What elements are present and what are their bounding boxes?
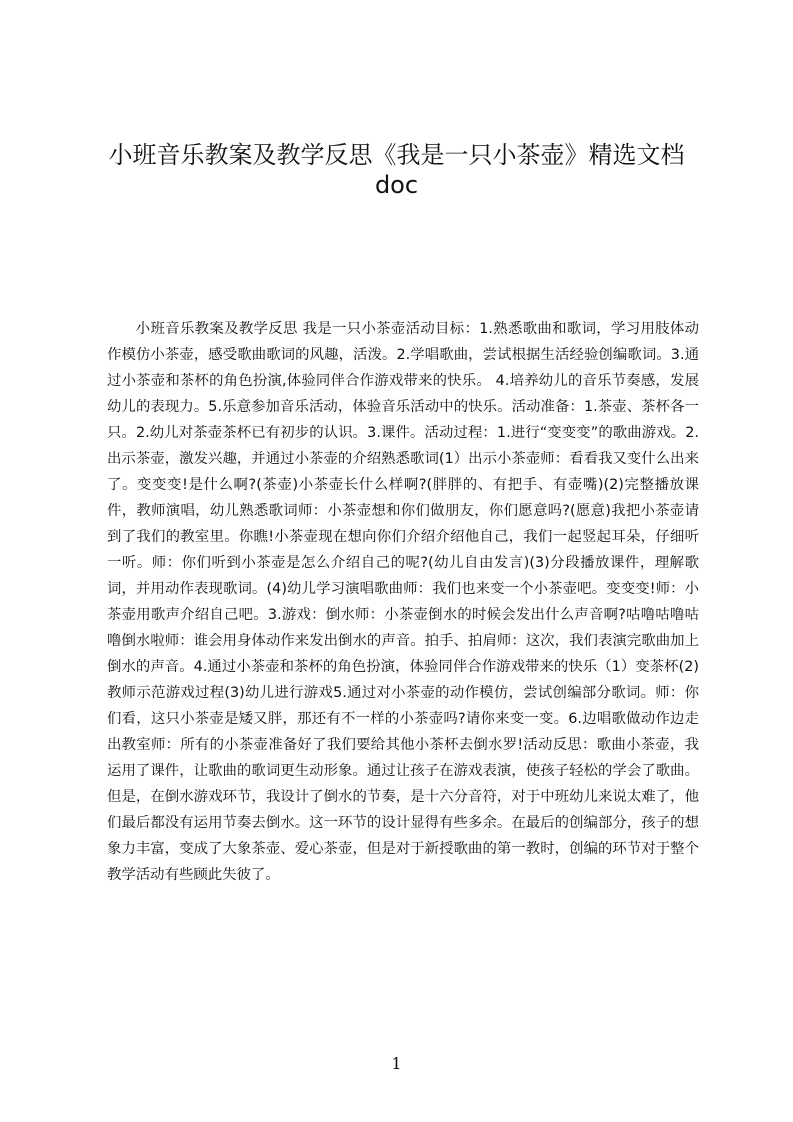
document-title-line-1: 小班音乐教案及教学反思《我是一只小茶壶》精选文档 bbox=[108, 141, 685, 169]
page-number: 1 bbox=[391, 1054, 402, 1073]
document-body-paragraph: 小班音乐教案及教学反思 我是一只小茶壶活动目标：1.熟悉歌曲和歌词，学习用肢体动作模仿小茶壶，感受歌曲歌词的风趣，活泼。2.学唱歌曲，尝试根据生活经验创编歌词。3.通过小茶壶和茶杯的角色扮演,体验同伴合作游戏带来的快乐。 4.培养幼儿的音乐节奏感，发展幼儿的表现力。5.乐意参加音乐活动，体验音乐活动中的快乐。活动准备：1.茶壶、茶杯各一只。2.幼儿对茶壶茶杯已有初步的认识。3.课件。活动过程：1.进行“变变变”的歌曲游戏。2.出示茶壶，激发兴趣，并通过小茶壶的介绍熟悉歌词(1）出示小茶壶师：看看我又变什么出来了。变变变!是什么啊?(茶壶)小茶壶长什么样啊?(胖胖的、有把手、有壶嘴)(2)完整播放课件，教师演唱，幼儿熟悉歌词师：小茶壶想和你们做朋友，你们愿意吗?(愿意)我把小茶壶请到了我们的教室里。你瞧!小茶壶现在想向你们介绍介绍他自己，我们一起竖起耳朵，仔细听一听。师：你们听到小茶壶是怎么介绍自己的呢?(幼儿自由发言)(3)分段播放课件，理解歌词，并用动作表现歌词。(4)幼儿学习演唱歌曲师：我们也来变一个小茶壶吧。变变变!师：小茶壶用歌声介绍自己吧。3.游戏：倒水师：小茶壶倒水的时候会发出什么声音啊?咕噜咕噜咕噜倒水啦师：谁会用身体动作来发出倒水的声音。拍手、拍肩师：这次，我们表演完歌曲加上倒水的声音。4.通过小茶壶和茶杯的角色扮演，体验同伴合作游戏带来的快乐（1）变茶杯(2)教师示范游戏过程(3)幼儿进行游戏5.通过对小茶壶的动作模仿，尝试创编部分歌词。师：你们看，这只小茶壶是矮又胖，那还有不一样的小茶壶吗?请你来变一变。6.边唱歌做动作边走出教室师：所有的小茶壶准备好了我们要给其他小茶杯去倒水罗!活动反思：歌曲小茶壶，我运用了课件，让歌曲的歌词更生动形象。通过让孩子在游戏表演，使孩子轻松的学会了歌曲。但是，在倒水游戏环节，我设计了倒水的节奏，是十六分音符，对于中班幼儿来说太难了，他们最后都没有运用节奏去倒水。这一环节的设计显得有些多余。在最后的创编部分，孩子的想象力丰富，变成了大象茶壶、爱心茶壶，但是对于新授歌曲的第一教时，创编的环节对于整个教学活动有些顾此失彼了。 bbox=[107, 321, 699, 883]
document-title bbox=[60, 140, 733, 200]
document-title-line-2: doc bbox=[374, 171, 419, 199]
